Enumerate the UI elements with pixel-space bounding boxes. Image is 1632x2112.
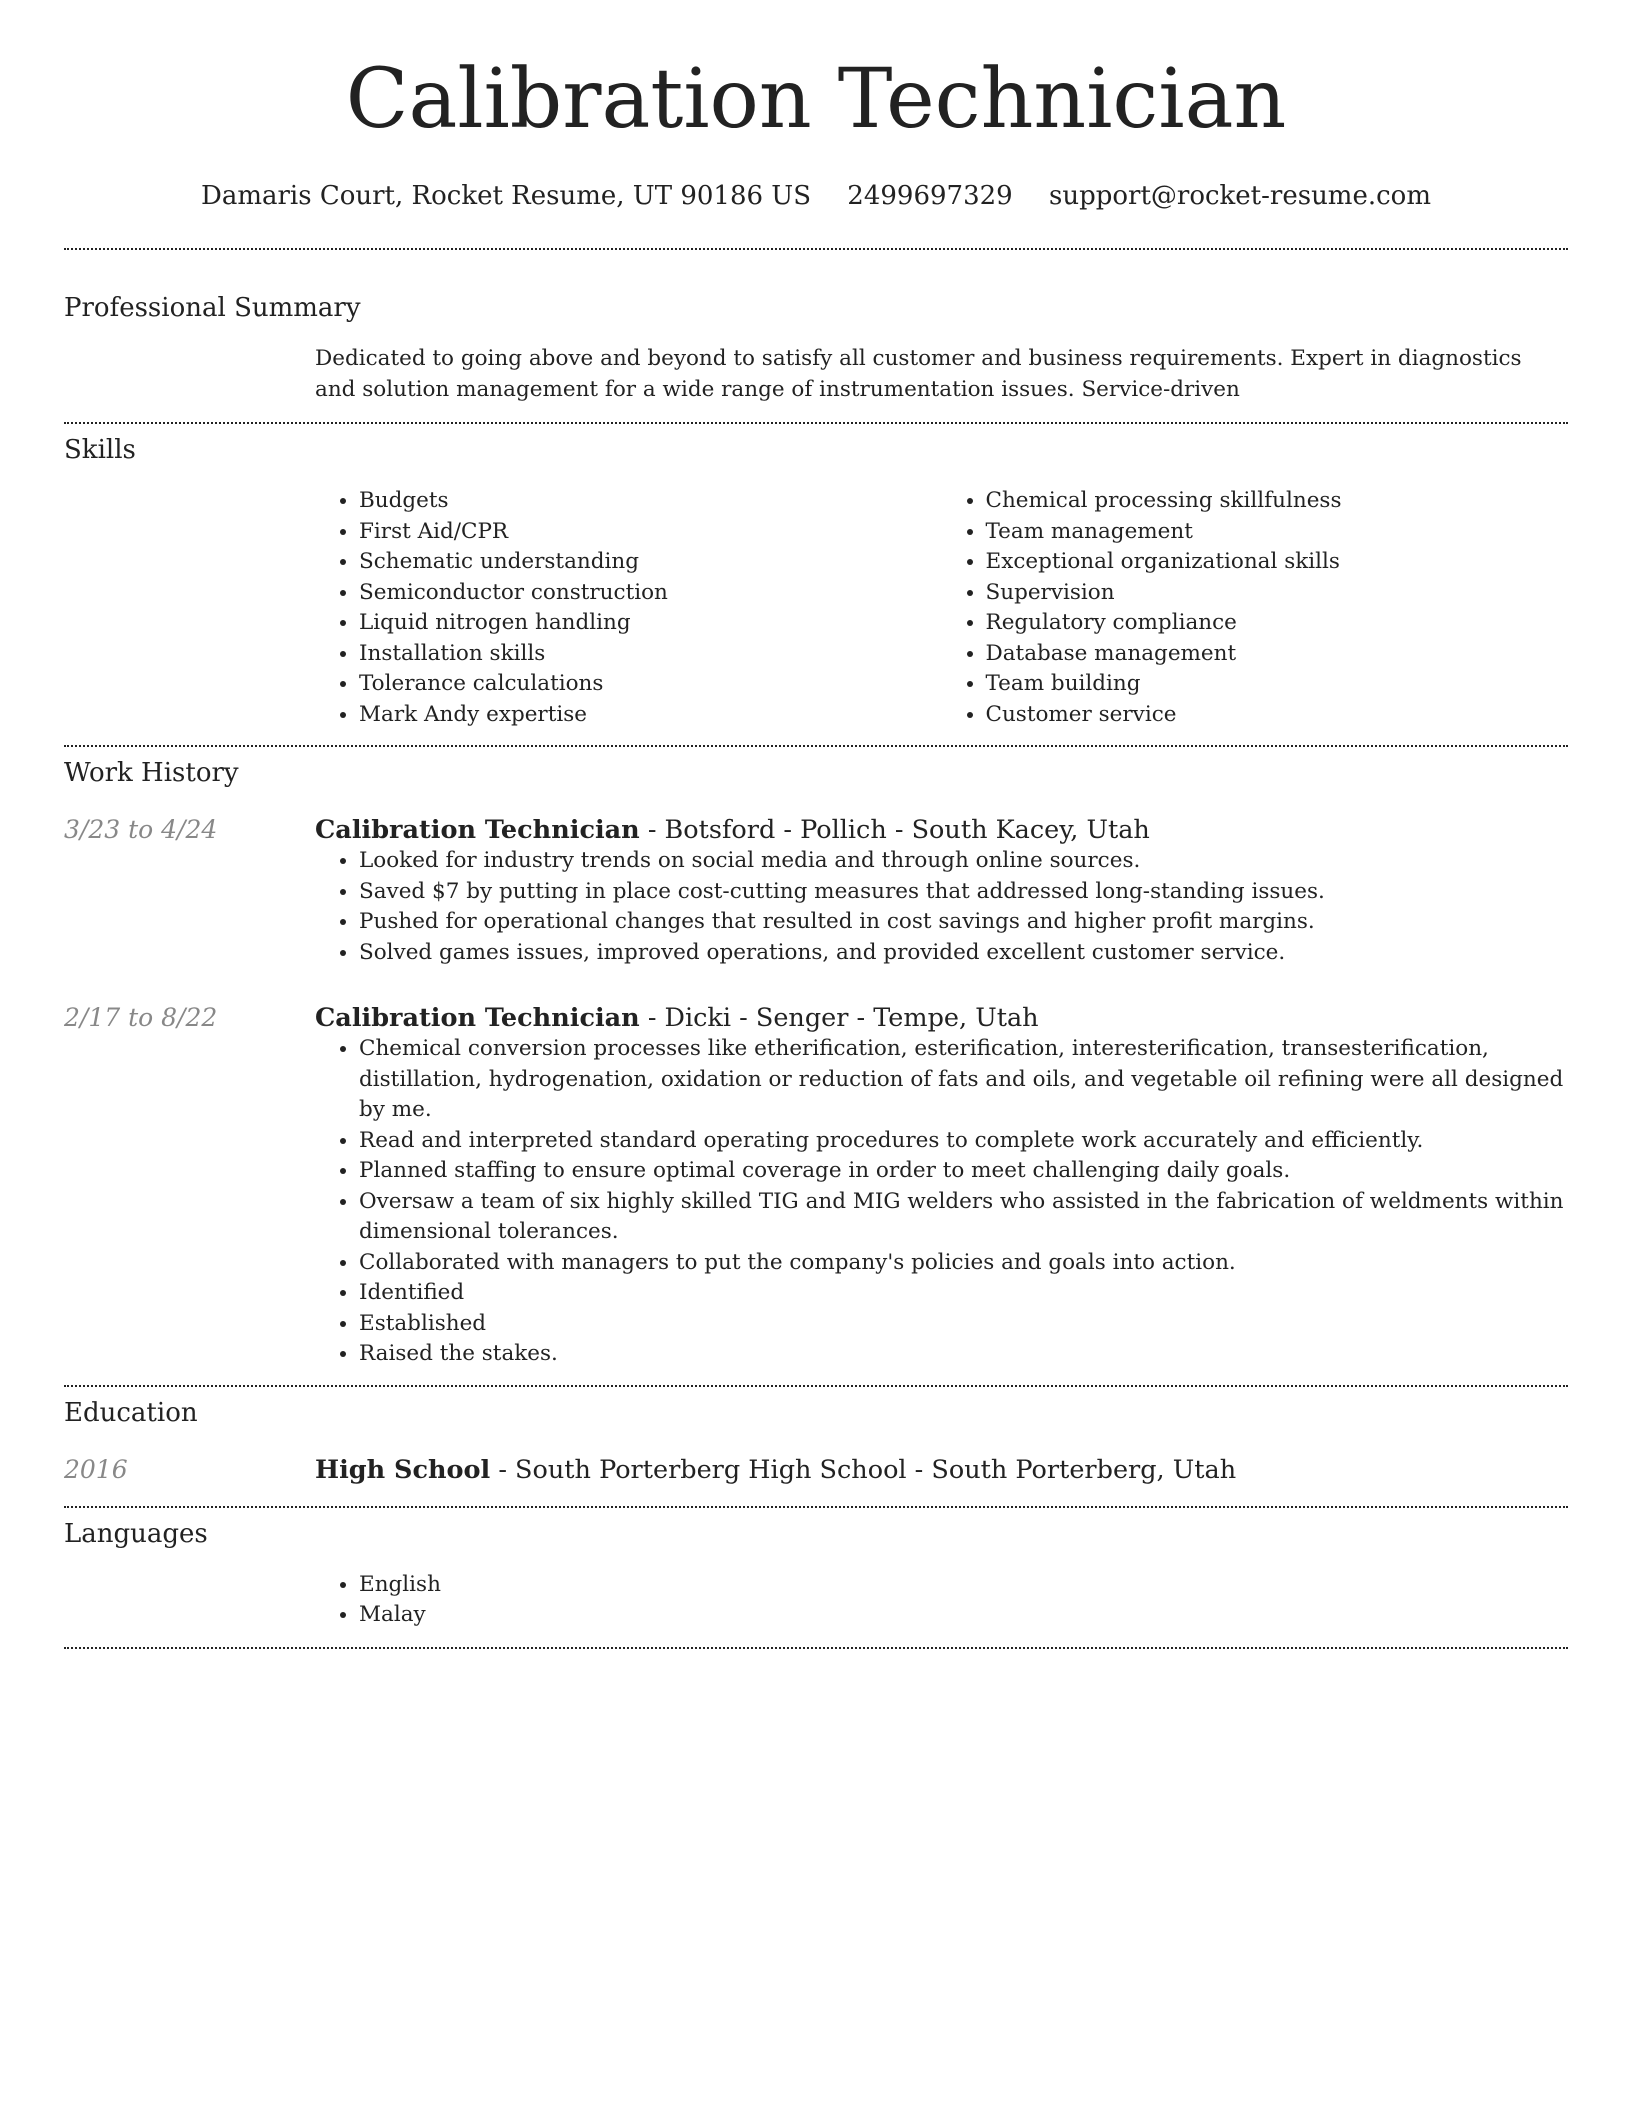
skills-columns xyxy=(315,486,1568,730)
education-degree: High School xyxy=(315,1454,491,1485)
job-dates: 3/23 to 4/24 xyxy=(64,815,218,844)
job-employer: - Botsford - Pollich - South Kacey, Utah xyxy=(639,815,1150,845)
job-title: Calibration Technician xyxy=(315,1003,640,1033)
skill-item: • Team building xyxy=(986,669,1569,700)
skill-item: • Installation skills xyxy=(359,639,942,670)
contact-email: support@rocket-resume.com xyxy=(1048,181,1431,211)
contact-line xyxy=(64,180,1568,212)
job-bullet: • Chemical conversion processes like etherification, esterification, interesterification, transesterification, distillation, hydrogenation, oxidation or reduction of fats and oils, and vegetable oil refining were all designed by me. xyxy=(359,1034,1568,1126)
education-main xyxy=(315,1454,1568,1486)
skill-item: • Chemical processing skillfulness xyxy=(986,486,1569,517)
skill-item: • First Aid/CPR xyxy=(359,517,942,548)
summary-section xyxy=(64,250,1568,405)
job-bullet: • Raised the stakes. xyxy=(359,1339,1568,1370)
job-entry xyxy=(64,814,1568,968)
skill-item: • Schematic understanding xyxy=(359,547,942,578)
skills-heading: Skills xyxy=(64,435,136,465)
skill-item: • Database management xyxy=(986,639,1569,670)
skill-item: • Customer service xyxy=(986,700,1569,731)
skill-item: • Regulatory compliance xyxy=(986,608,1569,639)
job-bullet: • Pushed for operational changes that resulted in cost savings and higher profit margins. xyxy=(359,907,1568,938)
language-item: • English xyxy=(359,1570,1568,1601)
job-employer: - Dicki - Senger - Tempe, Utah xyxy=(639,1003,1039,1033)
skills-list-right xyxy=(942,486,1569,730)
contact-address: Damaris Court, Rocket Resume, UT 90186 US xyxy=(200,181,812,211)
job-bullet: • Planned staffing to ensure optimal coverage in order to meet challenging daily goals. xyxy=(359,1156,1568,1187)
languages-list xyxy=(315,1570,1568,1631)
work-section xyxy=(64,747,1568,1370)
skill-item: • Semiconductor construction xyxy=(359,578,942,609)
contact-phone: 2499697329 xyxy=(847,181,1013,211)
resume-name: Calibration Technician xyxy=(345,52,1287,147)
job-bullet: • Solved games issues, improved operations, and provided excellent customer service. xyxy=(359,938,1568,969)
job-dates: 2/17 to 8/22 xyxy=(64,1003,218,1032)
job-bullet: • Looked for industry trends on social media and through online sources. xyxy=(359,846,1568,877)
skill-item: • Supervision xyxy=(986,578,1569,609)
job-bullet: • Oversaw a team of six highly skilled TIG and MIG welders who assisted in the fabrication of weldments within dimensional tolerances. xyxy=(359,1187,1568,1248)
job-bullet: • Identified xyxy=(359,1278,1568,1309)
education-heading-line xyxy=(315,1454,1568,1486)
skill-item: • Tolerance calculations xyxy=(359,669,942,700)
job-bullet: • Established xyxy=(359,1309,1568,1340)
job-bullet: • Read and interpreted standard operating procedures to complete work accurately and efficiently. xyxy=(359,1126,1568,1157)
job-title: Calibration Technician xyxy=(315,815,640,845)
job-bullets xyxy=(315,846,1568,968)
education-year: 2016 xyxy=(64,1454,128,1484)
language-item: • Malay xyxy=(359,1600,1568,1631)
skill-item: • Exceptional organizational skills xyxy=(986,547,1569,578)
section-divider xyxy=(64,1647,1568,1649)
job-main xyxy=(315,814,1568,968)
job-bullet: • Collaborated with managers to put the company's policies and goals into action. xyxy=(359,1248,1568,1279)
skills-section xyxy=(64,424,1568,730)
skill-item: • Liquid nitrogen handling xyxy=(359,608,942,639)
languages-section xyxy=(64,1508,1568,1631)
skill-item: • Team management xyxy=(986,517,1569,548)
job-bullet: • Saved $7 by putting in place cost-cutting measures that addressed long-standing issues. xyxy=(359,877,1568,908)
education-heading: Education xyxy=(64,1397,198,1428)
summary-text: Dedicated to going above and beyond to satisfy all customer and business requirements. Expert in diagnostics and solution management for a wide range of instrumentation issues. Service-driven xyxy=(315,346,1522,402)
summary-heading: Professional Summary xyxy=(64,293,361,323)
job-heading xyxy=(315,1002,1568,1034)
work-heading: Work History xyxy=(64,758,239,788)
education-section xyxy=(64,1387,1568,1486)
job-entry xyxy=(64,1002,1568,1370)
skill-item: • Budgets xyxy=(359,486,942,517)
skill-item: • Mark Andy expertise xyxy=(359,700,942,731)
languages-column xyxy=(315,1570,1568,1631)
job-bullets xyxy=(315,1034,1568,1370)
skills-list-left xyxy=(315,486,942,730)
education-entry xyxy=(64,1454,1568,1486)
education-school: - South Porterberg High School - South Porterberg, Utah xyxy=(490,1454,1237,1485)
languages-heading: Languages xyxy=(64,1518,208,1549)
job-main xyxy=(315,1002,1568,1370)
job-heading xyxy=(315,814,1568,846)
